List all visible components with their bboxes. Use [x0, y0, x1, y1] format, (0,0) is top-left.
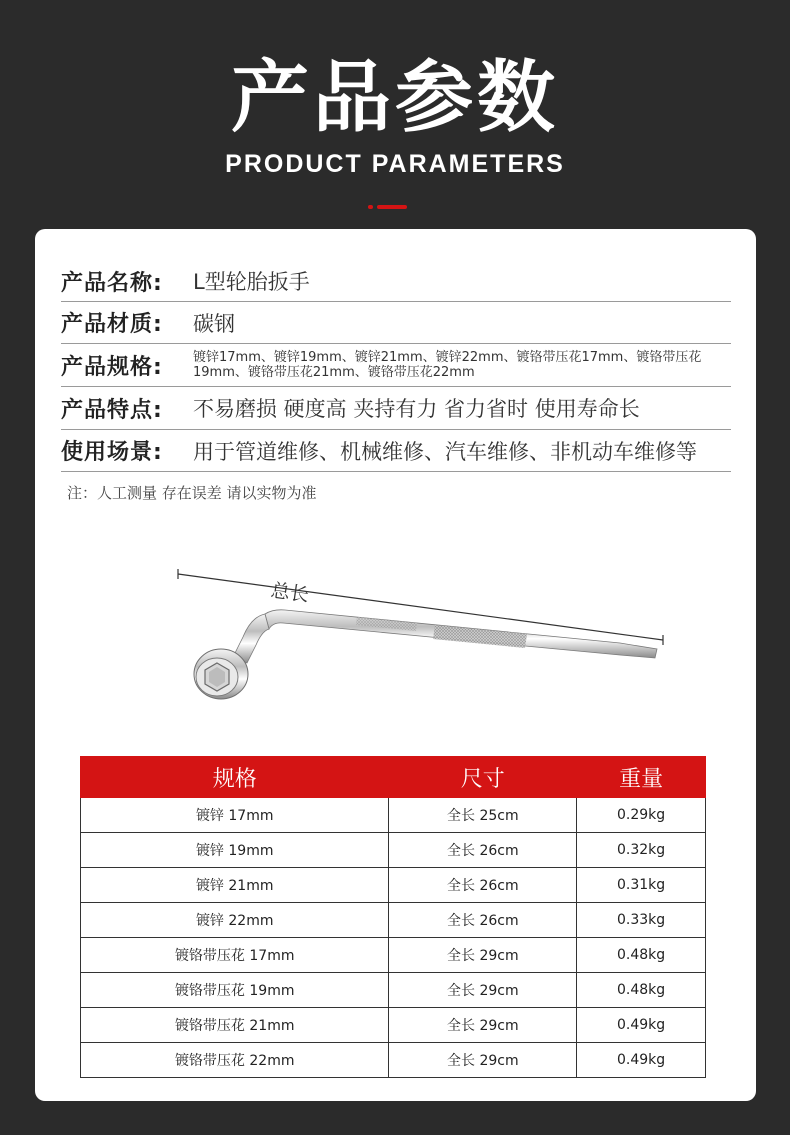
cell-weight: 0.33kg: [577, 903, 706, 938]
table-row: [81, 938, 706, 973]
table-row: [81, 1008, 706, 1043]
cell-spec: 镀锌 21mm: [81, 868, 389, 903]
cell-spec: 镀锌 19mm: [81, 833, 389, 868]
page-subtitle: PRODUCT PARAMETERS: [225, 150, 565, 178]
cell-weight: 0.48kg: [577, 973, 706, 1008]
table-row: [81, 973, 706, 1008]
accent-divider: [368, 205, 408, 209]
wrench-socket: [194, 649, 248, 699]
param-row-name: [61, 261, 731, 302]
cell-spec: 镀铬带压花 22mm: [81, 1043, 389, 1078]
cell-weight: 0.32kg: [577, 833, 706, 868]
cell-spec: 镀铬带压花 19mm: [81, 973, 389, 1008]
param-label: 产品特点:: [61, 397, 163, 423]
cell-weight: 0.48kg: [577, 938, 706, 973]
param-label: 产品材质:: [61, 312, 163, 337]
cell-size: 全长 26cm: [389, 868, 577, 903]
param-value: 用于管道维修、机械维修、汽车维修、非机动车维修等: [193, 439, 697, 464]
cell-weight: 0.49kg: [577, 1043, 706, 1078]
wrench-handle: [265, 610, 657, 658]
cell-size: 全长 26cm: [389, 833, 577, 868]
cell-spec: 镀锌 17mm: [81, 798, 389, 833]
parameter-list: [61, 261, 731, 472]
header-spec: 规格: [81, 757, 389, 798]
param-value: 碳钢: [193, 311, 235, 336]
accent-dot: [368, 205, 373, 209]
content-card: [35, 229, 756, 1101]
cell-size: 全长 25cm: [389, 798, 577, 833]
wrench-illustration: [155, 559, 675, 709]
hero-header: [0, 0, 790, 228]
table-row: [81, 1043, 706, 1078]
param-label: 使用场景:: [61, 440, 163, 465]
cell-size: 全长 29cm: [389, 938, 577, 973]
table-row: [81, 798, 706, 833]
cell-size: 全长 29cm: [389, 1043, 577, 1078]
param-value: 不易磨损 硬度高 夹持有力 省力省时 使用寿命长: [193, 397, 640, 421]
cell-size: 全长 29cm: [389, 1008, 577, 1043]
cell-spec: 镀铬带压花 17mm: [81, 938, 389, 973]
table-row: [81, 868, 706, 903]
param-row-features: [61, 387, 731, 430]
cell-spec: 镀铬带压花 21mm: [81, 1008, 389, 1043]
cell-weight: 0.29kg: [577, 798, 706, 833]
header-size: 尺寸: [389, 757, 577, 798]
param-label: 产品规格:: [61, 354, 163, 380]
spec-table: [80, 756, 706, 1078]
measurement-note: 注：人工测量 存在误差 请以实物为准: [67, 484, 317, 502]
page-title: 产品参数: [230, 53, 559, 143]
param-label: 产品名称:: [61, 270, 163, 296]
cell-size: 全长 29cm: [389, 973, 577, 1008]
cell-weight: 0.49kg: [577, 1008, 706, 1043]
accent-bar: [377, 205, 407, 209]
spec-header-row: [81, 757, 706, 798]
param-value: L型轮胎扳手: [193, 270, 310, 294]
cell-spec: 镀锌 22mm: [81, 903, 389, 938]
param-row-material: [61, 302, 731, 344]
dimension-label: 总长: [269, 579, 311, 607]
table-row: [81, 833, 706, 868]
param-row-spec: [61, 344, 731, 387]
header-weight: 重量: [577, 757, 706, 798]
cell-size: 全长 26cm: [389, 903, 577, 938]
table-row: [81, 903, 706, 938]
param-row-usage: [61, 430, 731, 472]
cell-weight: 0.31kg: [577, 868, 706, 903]
param-value: 镀锌17mm、镀锌19mm、镀锌21mm、镀锌22mm、镀铬带压花17mm、镀铬带压花19mm、镀铬带压花21mm、镀铬带压花22mm: [193, 350, 702, 380]
